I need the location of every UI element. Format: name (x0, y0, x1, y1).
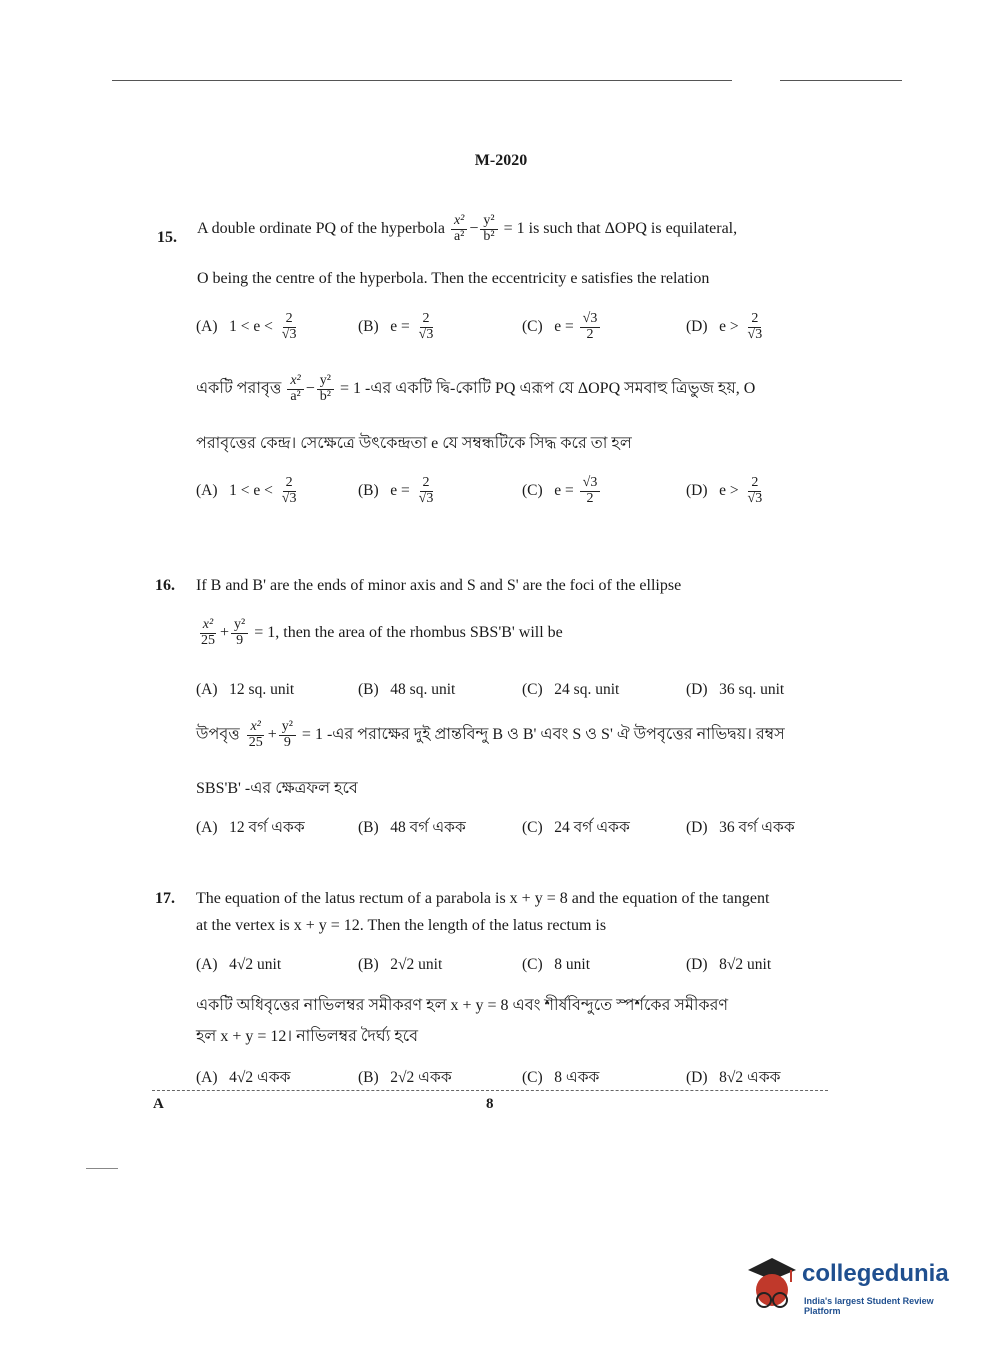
question-number: 17. (155, 890, 175, 907)
question-text-bengali: একটি পরাবৃত্ত $\frac{\text{x²}}{\text{a²}}$ − $\frac{\text{y²}}{\text{b²}}$ = 1 -এর একটি দ্বি-কোটি PQ এরূপ যে ΔOPQ সমবাহু ত্রিভুজ হয়, O (196, 373, 756, 404)
fraction: $\frac{\text{x²}}{\text{a²}}$ (451, 214, 467, 244)
option-b: (B) 48 sq. unit (358, 681, 456, 698)
question-text: The equation of the latus rectum of a parabola is x + y = 8 and the equation of the tangent (196, 890, 770, 907)
question-text: If B and B' are the ends of minor axis and S and S' are the foci of the ellipse (196, 577, 682, 594)
question-text: A double ordinate PQ of the hyperbola $\frac{\text{x²}}{\text{a²}}$ − $\frac{\text{y²}}{\text{b²}}$ = 1 is such that ΔOPQ is equilateral, (197, 213, 738, 244)
option-d: (D) 36 sq. unit (686, 681, 785, 698)
logo-name: collegedunia (802, 1260, 949, 1287)
question-text-bengali: হল x + y = 12। নাভিলম্বর দৈর্ঘ্য হবে (196, 1028, 419, 1045)
option-b: (B) e = $\frac{2}{√3}$ (358, 475, 434, 506)
option-c: (C) 8 একক (522, 1069, 600, 1086)
question-text-bengali: SBS'B' -এর ক্ষেত্রফল হবে (196, 780, 358, 797)
option-d: (D) e > $\frac{2}{√3}$ (686, 475, 763, 506)
question-text: $\frac{\text{x²}}{25}$ + $\frac{\text{y²}}{9}$ = 1, then the area of the rhombus SBS'B' will be (201, 617, 563, 648)
option-b: (B) 2√2 unit (358, 956, 443, 973)
top-rule (112, 80, 732, 81)
logo-tagline: India's largest Student Review Platform (804, 1296, 934, 1316)
page-header: M-2020 (474, 152, 528, 169)
question-text-bengali: উপবৃত্ত $\frac{\text{x²}}{25}$ + $\frac{\text{y²}}{9}$ = 1 -এর পরাক্ষের দুই প্রান্তবিন্দু B ও B' এবং S ও S' ঐ উপবৃত্তের নাভিদ্বয়। রম্বস (196, 719, 785, 750)
side-mark (86, 1168, 118, 1169)
question-number: 16. (155, 577, 175, 594)
option-b: (B) 2√2 একক (358, 1069, 452, 1086)
option-d: (D) 8√2 unit (686, 956, 772, 973)
mascot-icon (742, 1252, 800, 1314)
set-label: A (153, 1096, 164, 1112)
option-b: (B) e = $\frac{2}{√3}$ (358, 311, 434, 342)
option-a: (A) 12 sq. unit (196, 681, 295, 698)
question-text-bengali: পরাবৃত্তের কেন্দ্র। সেক্ষেত্রে উৎকেন্দ্রতা e যে সম্বন্ধটিকে সিদ্ধ করে তা হল (196, 435, 632, 452)
option-d: (D) 36 বর্গ একক (686, 819, 795, 836)
fraction: $\frac{\text{y²}}{\text{b²}}$ (480, 214, 497, 244)
footer-rule (152, 1090, 828, 1091)
collegedunia-logo (742, 1248, 972, 1318)
option-c: (C) e = $\frac{√3}{2}$ (522, 476, 602, 506)
top-rule-right (780, 80, 902, 81)
question-text: at the vertex is x + y = 12. Then the length of the latus rectum is (196, 917, 607, 934)
option-a: (A) 1 < e < $\frac{2}{√3}$ (196, 311, 297, 342)
option-a: (A) 4√2 একক (196, 1069, 291, 1086)
option-d: (D) 8√2 একক (686, 1069, 781, 1086)
question-number: 15. (157, 229, 177, 246)
option-a: (A) 4√2 unit (196, 956, 282, 973)
option-c: (C) 24 বর্গ একক (522, 819, 630, 836)
option-a: (A) 1 < e < $\frac{2}{√3}$ (196, 475, 297, 506)
option-d: (D) e > $\frac{2}{√3}$ (686, 311, 763, 342)
option-c: (C) 24 sq. unit (522, 681, 620, 698)
option-c: (C) 8 unit (522, 956, 591, 973)
option-c: (C) e = $\frac{√3}{2}$ (522, 312, 602, 342)
question-text-bengali: একটি অধিবৃত্তের নাভিলম্বর সমীকরণ হল x + y = 8 এবং শীর্ষবিন্দুতে স্পর্শকের সমীকরণ (196, 997, 729, 1014)
option-b: (B) 48 বর্গ একক (358, 819, 466, 836)
question-text: O being the centre of the hyperbola. Then the eccentricity e satisfies the relation (197, 270, 710, 287)
page-number: 8 (486, 1096, 494, 1112)
option-a: (A) 12 বর্গ একক (196, 819, 305, 836)
